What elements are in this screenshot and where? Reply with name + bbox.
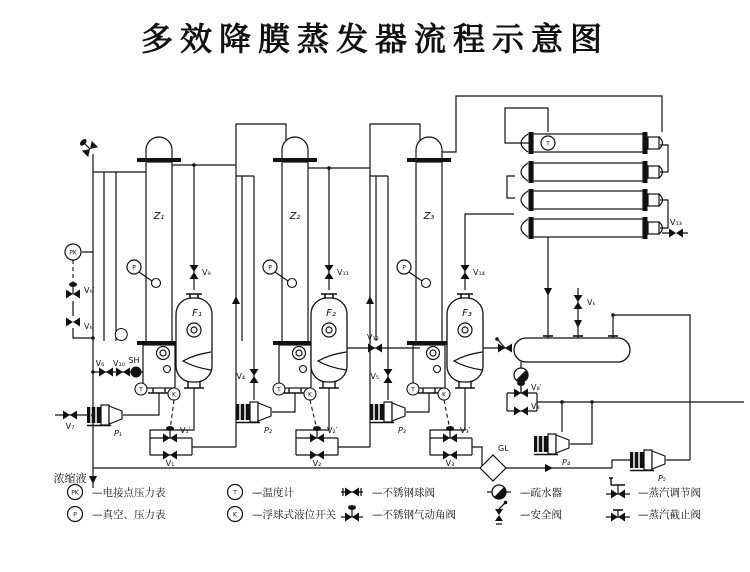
separator-f1 xyxy=(176,294,212,388)
separator-label-f3: F₃ xyxy=(462,308,472,319)
sh-sight-glass xyxy=(128,356,141,378)
valve-v13 xyxy=(669,218,683,238)
separator-label-f1: F₁ xyxy=(192,308,202,319)
pump-p4 xyxy=(534,434,571,467)
legend-label: —浮球式液位开关 xyxy=(252,509,336,521)
valve-vk xyxy=(574,295,596,309)
legend-label: —蒸汽截止阀 xyxy=(638,509,701,521)
valve-v10 xyxy=(113,359,130,377)
valve-label: V₂′ xyxy=(327,426,338,435)
gauge-letter: K xyxy=(442,391,446,399)
valve-label: V₅ xyxy=(370,372,379,381)
pump-label: P₁ xyxy=(113,429,123,438)
legend-item-float-switch xyxy=(228,507,337,522)
valve-label: V₁₃ xyxy=(670,218,682,227)
valve-v4 xyxy=(236,369,258,383)
valve-label: V₈′ xyxy=(531,383,542,392)
valve-v12 xyxy=(367,333,382,353)
pressure-gauge-z2 xyxy=(263,260,297,288)
valve-v8 xyxy=(514,402,540,416)
outlet-label: 浓缩液 xyxy=(53,472,87,485)
pump-p3 xyxy=(370,402,406,435)
p-gauge-icon: P xyxy=(73,511,77,519)
pump-label: P₃ xyxy=(397,426,407,435)
page-title: 多效降膜蒸发器流程示意图 xyxy=(140,20,610,58)
float-switch-icon: K xyxy=(233,511,237,519)
gauge-letter: K xyxy=(172,391,176,399)
valve-v9 xyxy=(190,265,211,279)
gauge-letter: PK xyxy=(69,249,77,257)
valve-label: Vₕ′ xyxy=(84,286,95,295)
separator-label-f2: F₂ xyxy=(326,308,336,319)
condenser-3 xyxy=(521,189,663,211)
t-gauge-icon: T xyxy=(233,489,237,497)
valve-vh xyxy=(66,318,93,332)
legend-label: —不锈钢气动角阀 xyxy=(372,509,456,521)
valve-v2 xyxy=(310,451,324,469)
valve-label: V₁ xyxy=(165,459,175,468)
pump-label: P₅ xyxy=(657,474,667,483)
legend-label: —蒸汽调节阀 xyxy=(638,487,701,499)
separator-f2 xyxy=(311,294,347,388)
valve-label: Vₖ xyxy=(587,298,596,307)
legend-item-angle-valve xyxy=(341,505,456,521)
gauge-letter: T xyxy=(139,386,143,394)
valve-v11 xyxy=(325,265,349,279)
steam-trap-icon xyxy=(487,485,511,502)
safety-valve-icon xyxy=(495,501,507,524)
gauge-letter: T xyxy=(546,140,550,148)
temp-gauge-e2 xyxy=(273,383,285,395)
temp-gauge-e3 xyxy=(407,383,419,395)
valve-v1 xyxy=(163,451,177,469)
valve-label: V₈ xyxy=(531,402,540,411)
valve-v7 xyxy=(63,411,77,432)
pump-p2 xyxy=(236,402,273,435)
legend-item-p-gauge xyxy=(68,507,166,522)
level-switch-e3 xyxy=(438,388,450,400)
valve-label: Vₕ xyxy=(84,322,93,331)
valve-v2-prime xyxy=(310,426,338,443)
pressure-gauge-z3 xyxy=(397,260,431,288)
valve-label: V₃ xyxy=(445,459,455,468)
legend-item-pk-gauge xyxy=(68,485,166,500)
valve-v14 xyxy=(461,265,485,279)
ball-valve-icon xyxy=(341,488,363,497)
condenser-4 xyxy=(521,217,663,239)
valve-label: V₆ xyxy=(95,359,105,368)
gauge-pk xyxy=(65,244,81,260)
valve-label: V₃′ xyxy=(460,426,471,435)
valve-label: V₁₄ xyxy=(473,268,485,277)
legend-item-t-gauge xyxy=(228,485,295,500)
legend-label: —真空、压力表 xyxy=(92,509,166,521)
pressure-gauge-z1 xyxy=(127,260,161,288)
legend xyxy=(68,478,702,524)
legend-label: —疏水器 xyxy=(520,487,562,499)
gl-filter xyxy=(480,444,509,481)
pump-p5 xyxy=(630,450,666,483)
valve-label: V₁₂ xyxy=(367,333,379,342)
legend-item-stop-valve xyxy=(606,508,701,522)
legend-item-ball-valve xyxy=(341,486,435,499)
condensate-tank xyxy=(514,336,630,362)
gauge-letter: P xyxy=(132,264,136,272)
pneumatic-angle-valve-icon xyxy=(341,505,363,521)
valve-v1-prime xyxy=(163,426,191,443)
column-label-z1: Z₁ xyxy=(153,211,165,222)
gl-label: GL xyxy=(498,444,509,453)
tank-inlet-valve xyxy=(495,337,512,352)
pk-gauge-icon: PK xyxy=(71,489,79,497)
evaporator-column-z1 xyxy=(137,137,181,393)
column-label-z2: Z₂ xyxy=(289,211,301,222)
gauge-letter: P xyxy=(402,264,406,272)
legend-item-regulating-valve xyxy=(606,478,701,499)
legend-item-steam-trap xyxy=(487,485,562,502)
legend-item-safety-valve xyxy=(495,501,562,524)
valve-label: V₁₁ xyxy=(337,268,349,277)
steam-regulating-valve-icon xyxy=(606,478,630,499)
pump-label: P₄ xyxy=(561,458,571,467)
level-switch-e1 xyxy=(168,388,180,400)
column-label-z3: Z₃ xyxy=(423,211,435,222)
condenser-2 xyxy=(521,161,663,183)
legend-label: —温度计 xyxy=(252,487,294,499)
legend-label: —不锈钢球阀 xyxy=(372,487,435,499)
valve-v3-prime xyxy=(443,426,471,443)
gauge-letter: T xyxy=(277,386,281,394)
condenser-temp-gauge xyxy=(541,136,555,150)
valve-v5 xyxy=(370,369,392,383)
steam-stop-valve-icon xyxy=(606,510,630,522)
valve-v3 xyxy=(443,451,457,469)
valve-label: V₄ xyxy=(236,372,245,381)
pump-label: P₂ xyxy=(263,426,273,435)
valve-label: V₉ xyxy=(202,268,211,277)
valve-v6 xyxy=(96,359,113,377)
valve-label: V₇ xyxy=(65,422,75,431)
pump-p1 xyxy=(87,405,122,438)
valve-vh-prime xyxy=(66,282,95,298)
level-switch-e2 xyxy=(304,388,316,400)
gauge-letter: T xyxy=(411,386,415,394)
legend-label: —安全阀 xyxy=(520,509,562,521)
sh-label: SH xyxy=(128,356,140,365)
valve-label: V₁₀ xyxy=(113,359,125,368)
valve-top-left-vent xyxy=(77,136,98,157)
valve-label: V₂ xyxy=(312,459,322,468)
gauge-letter: K xyxy=(308,391,312,399)
valve-label: V₁′ xyxy=(180,426,191,435)
separator-f3 xyxy=(447,294,483,388)
gauge-letter: P xyxy=(268,264,272,272)
legend-label: —电接点压力表 xyxy=(92,487,166,499)
evaporator-column-z3 xyxy=(407,137,451,393)
